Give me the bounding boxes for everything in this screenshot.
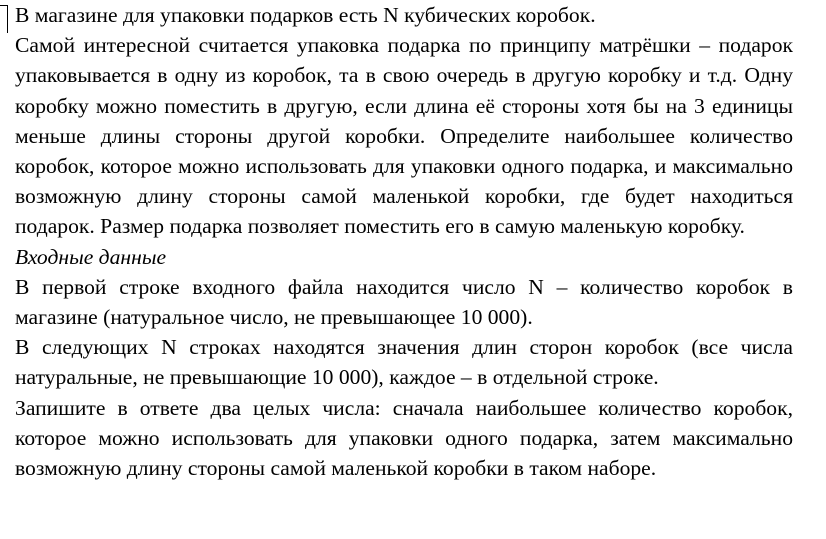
margin-bracket-mark bbox=[0, 5, 8, 33]
input-values-paragraph: В следующих N строках находятся значения длин сторон коробок (все числа натуральные, не превышающие 10 000), каждое – в отдельной строке. bbox=[15, 335, 793, 390]
statement-paragraph: Самой интересной считается упаковка подарка по принципу матрёшки – подарок упаковывается в одну из коробок, та в свою очередь в другую коробку и т.д. Одну коробку можно поместить в другую, если длина её стороны хотя бы на 3 единицы меньше длины стороны другой коробки. Определите наибольшее количество коробок, которое можно использовать для упаковки одного подарка, и максимально возможную длину стороны самой маленькой коробки, где будет находиться подарок. Размер подарка позволяет поместить его в самую маленькую коробку. bbox=[15, 33, 793, 239]
input-first-line-paragraph: В первой строке входного файла находится число N – количество коробок в магазине (натуральное число, не превышающее 10 000). bbox=[15, 274, 793, 330]
input-heading: Входные данные bbox=[15, 244, 167, 269]
answer-instructions-paragraph: Запишите в ответе два целых числа: сначала наибольшее количество коробок, которое можно использовать для упаковки одного подарка, затем максимально возможную длину стороны самой маленькой коробки в таком наборе. bbox=[15, 395, 793, 481]
intro-paragraph: В магазине для упаковки подарков есть N кубических коробок. bbox=[15, 3, 596, 27]
task-text bbox=[15, 0, 793, 483]
